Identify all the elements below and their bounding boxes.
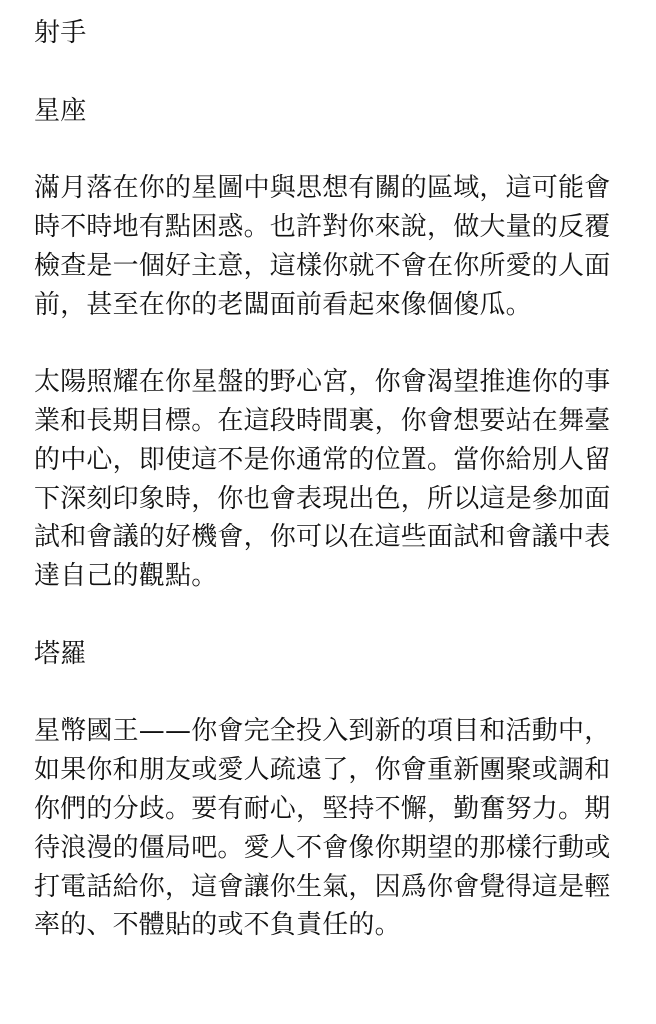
tarot-section-heading: 塔羅 — [34, 638, 87, 669]
paragraph-line: 如果你和朋友或愛人疏遠了，你會重新團聚或調和 — [34, 755, 611, 786]
paragraph-line: 率的、不體貼的或不負責任的。 — [34, 910, 401, 941]
tarot-paragraph — [34, 712, 626, 945]
title-block — [34, 14, 626, 92]
horoscope-paragraph-1 — [34, 169, 626, 324]
paragraph-line: 太陽照耀在你星盤的野心宮，你會渴望推進你的事 — [34, 367, 611, 398]
paragraph-line: 你們的分歧。要有耐心，堅持不懈，勤奮努力。期 — [34, 793, 611, 824]
paragraph-line: 業和長期目標。在這段時間裏，你會想要站在舞臺 — [34, 405, 611, 436]
paragraph-line: 試和會議的好機會，你可以在這些面試和會議中表 — [34, 522, 611, 553]
paragraph-line: 前，甚至在你的老闆面前看起來像個傻瓜。 — [34, 289, 532, 320]
paragraph-line: 滿月落在你的星圖中與思想有關的區域，這可能會 — [34, 173, 611, 204]
paragraph-line: 的中心，即使這不是你通常的位置。當你給別人留 — [34, 444, 611, 475]
paragraph-line: 待浪漫的僵局吧。愛人不會像你期望的那樣行動或 — [34, 832, 611, 863]
sign-title: 射手 — [34, 18, 87, 48]
paragraph-line: 檢查是一個好主意，這樣你就不會在你所愛的人面 — [34, 250, 611, 281]
paragraph-line: 下深刻印象時，你也會表現出色，所以這是參加面 — [34, 483, 611, 514]
paragraph-line: 星幣國王——你會完全投入到新的項目和活動中， — [34, 716, 611, 747]
paragraph-line: 時不時地有點困惑。也許對你來說，做大量的反覆 — [34, 211, 611, 242]
horoscope-paragraph-2 — [34, 363, 626, 596]
paragraph-line: 打電話給你，這會讓你生氣，因爲你會覺得這是輕 — [34, 871, 611, 902]
horoscope-section-heading: 星座 — [34, 95, 87, 126]
horoscope-section-heading-block — [34, 92, 626, 170]
tarot-section-heading-block — [34, 635, 626, 713]
paragraph-line: 達自己的觀點。 — [34, 561, 218, 592]
